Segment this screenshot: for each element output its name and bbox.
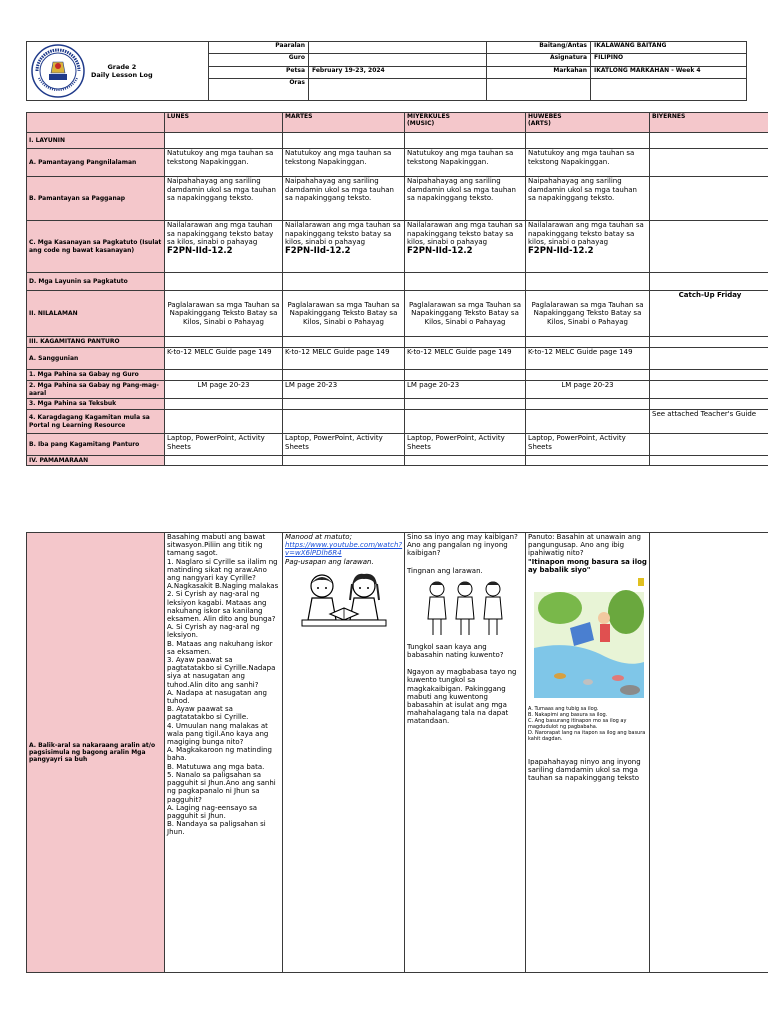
option-line: B. Nakapimi ang basura sa ilog. — [528, 712, 608, 719]
cell-balik-tue — [283, 533, 405, 973]
row-pamamaraan: IV. PAMAMARAAN — [27, 456, 165, 466]
deped-seal-icon — [31, 44, 85, 98]
cell — [526, 410, 650, 434]
row-learning-resource: 4. Karagdagang Kagamitan mula sa Portal ng Learning Resource — [27, 410, 165, 434]
quote-text: "Itinapon mong basura sa ilog ay babalik siyo" — [528, 557, 647, 574]
cell — [283, 273, 405, 291]
cell-c-thu — [526, 221, 650, 273]
cell-c-wed — [405, 221, 526, 273]
cell — [165, 133, 283, 149]
cell — [650, 399, 768, 410]
day-thu-sub: (ARTS) — [528, 120, 551, 127]
question-line: A.Nagkasakit B.Naging malakas — [167, 582, 279, 591]
day-thu: HUWEBES — [528, 113, 562, 120]
question-line: 5. Nanalo sa paligsahan sa pagguhit si Jhun.Ano ang sanhi ng pagkapanalo ni Jhun sa pagguhit? — [167, 770, 276, 804]
subject-value: FILIPINO — [591, 54, 747, 66]
row-iba-kagamitan: B. Iba pang Kagamitang Panturo — [27, 434, 165, 456]
cell — [650, 456, 768, 466]
kasanayan-text: Nailalarawan ang mga tauhan sa napakinggang teksto batay sa kilos, sinabi o pahayag — [407, 221, 523, 247]
cell-balik-mon — [165, 533, 283, 973]
row-balik-aral: A. Balik-aral sa nakaraang aralin at/o pagsisimula ng bagong aralin Mga pangyayri sa buh — [27, 533, 165, 973]
day-wed-sub: (MUSIC) — [407, 120, 435, 127]
cell-ii-wed: Paglalarawan sa mga Tauhan sa Napakinggang Teksto Batay sa Kilos, Sinabi o Pahayag — [405, 291, 526, 337]
cell — [165, 456, 283, 466]
cell — [526, 337, 650, 348]
look-instruction: Tingnan ang larawan. — [407, 566, 483, 575]
cell — [165, 410, 283, 434]
question-line: A. Nadapa at nasugatan ang tuhod. — [167, 688, 267, 706]
competency-code: F2PN-IId-12.2 — [407, 245, 473, 256]
question-line: B. Matutuwa ang mga bata. — [167, 762, 265, 771]
panuto-text: Panuto: Basahin at unawain ang pangungusap. Ano ang ibig ipahiwatig nito? — [528, 533, 641, 558]
cell — [283, 399, 405, 410]
cell — [283, 370, 405, 381]
reading-instruction: Ngayon ay magbabasa tayo ng kuwento tungkol sa magkakaibigan. Pakinggang mabuti ang kuwentong babasahin at isulat ang mga mahahalagang tala na dapat matandaan. — [407, 668, 517, 726]
cell-ii-tue: Paglalarawan sa mga Tauhan sa Napakinggang Teksto Batay sa Kilos, Sinabi o Pahayag — [283, 291, 405, 337]
question-line: A. Laging nag-eensayo sa pagguhit si Jhun. — [167, 803, 258, 820]
cell-iba-tue: Laptop, PowerPoint, Activity Sheets — [283, 434, 405, 456]
cell-a-wed: Natutukoy ang mga tauhan sa tekstong Napakinggan. — [405, 149, 526, 177]
cell — [165, 337, 283, 348]
catch-up-friday: Catch-Up Friday — [650, 291, 768, 337]
row-gabay-guro: 1. Mga Pahina sa Gabay ng Guro — [27, 370, 165, 381]
row-kasanayan: C. Mga Kasanayan sa Pagkatuto (Isulat ang code ng bawat kasanayan) — [27, 221, 165, 273]
corner-cell — [27, 113, 165, 133]
cell-lm-mon: LM page 20-23 — [165, 381, 283, 399]
cell — [405, 456, 526, 466]
cell — [165, 370, 283, 381]
cell — [650, 133, 768, 149]
cell-r4-fri: See attached Teacher's Guide — [650, 410, 768, 434]
video-link[interactable]: https://www.youtube.com/watch?v=wX6lPDlh6R4 — [285, 541, 403, 558]
question-line: 4. Umuulan nang malakas at wala pang tigil.Ano kaya ang magiging bunga nito? — [167, 721, 269, 747]
day-wed: MIYERKULES — [407, 113, 450, 120]
cell — [526, 133, 650, 149]
grade-level-value: IKALAWANG BAITANG — [591, 42, 747, 54]
school-label: Paaralan — [209, 42, 309, 54]
question-line: B. Mataas ang nakuhang iskor sa eksamen. — [167, 639, 273, 656]
kasanayan-text: Nailalarawan ang mga tauhan sa napakinggang teksto batay sa kilos, sinabi o pahayag — [528, 221, 644, 247]
cell — [526, 399, 650, 410]
row-layunin-pagkatuto: D. Mga Layunin sa Pagkatuto — [27, 273, 165, 291]
school-value — [309, 42, 487, 54]
cell-sang-mon: K-to-12 MELC Guide page 149 — [165, 348, 283, 370]
day-header-wed — [405, 113, 526, 133]
date-label: Petsa — [209, 66, 309, 78]
cell-ii-mon: Paglalarawan sa mga Tauhan sa Napakinggang Teksto Batay sa Kilos, Sinabi o Pahayag — [165, 291, 283, 337]
kasanayan-text: Nailalarawan ang mga tauhan sa napakinggang teksto batay sa kilos, sinabi o pahayag — [167, 221, 274, 247]
cell-b-tue: Naipahahayag ang sariling damdamin ukol sa mga tauhan sa napakinggang teksto. — [283, 177, 405, 221]
cell — [526, 370, 650, 381]
cell — [526, 273, 650, 291]
discuss-instruction: Pag-usapan ang larawan. — [285, 557, 374, 566]
teacher-label: Guro — [209, 54, 309, 66]
cell — [405, 399, 526, 410]
question-line: 2. Si Cyrish ay nag-aral ng leksiyon kagabi. Mataas ang nakuhang iskor sa kanilang eksamen. Alin dito ang bunga? — [167, 590, 276, 624]
grade-level-label: Baitang/Antas — [487, 42, 591, 54]
question-line: B. Ayaw paawat sa pagtatatakbo si Cyrille. — [167, 705, 249, 722]
header-table — [26, 41, 747, 101]
row-pamantayan-pagganap: B. Pamantayan sa Pagganap — [27, 177, 165, 221]
row-nilalaman: II. NILALAMAN — [27, 291, 165, 337]
cell-b-wed: Naipahahayag ang sariling damdamin ukol sa mga tauhan sa napakinggang teksto. — [405, 177, 526, 221]
cell — [283, 337, 405, 348]
three-friends-image — [423, 579, 507, 639]
date-value: February 19-23, 2024 — [309, 66, 487, 78]
cell — [650, 434, 768, 456]
cell-ii-thu: Paglalarawan sa mga Tauhan sa Napakinggang Teksto Batay sa Kilos, Sinabi o Pahayag — [526, 291, 650, 337]
cell-c-mon — [165, 221, 283, 273]
competency-code: F2PN-IId-12.2 — [528, 245, 594, 256]
question-line: B. Nandaya sa paligsahan si Jhun. — [167, 820, 266, 837]
cell — [405, 370, 526, 381]
question-line: 1. Naglaro si Cyrille sa ilalim ng matinding sikat ng araw.Ano ang nangyari kay Cyrille? — [167, 557, 278, 583]
cell-a-thu: Natutukoy ang mga tauhan sa tekstong Napakinggan. — [526, 149, 650, 177]
cell — [650, 381, 768, 399]
row-layunin: I. LAYUNIN — [27, 133, 165, 149]
cell — [165, 399, 283, 410]
time-label: Oras — [209, 79, 309, 101]
question-friend-name: Ano ang pangalan ng inyong kaibigan? — [407, 541, 508, 558]
teacher-value — [309, 54, 487, 66]
row-teksbuk: 3. Mga Pahina sa Teksbuk — [27, 399, 165, 410]
option-line: D. Narorapat lang na itapon sa ilog ang basura kahit dagdan. — [528, 730, 646, 743]
log-title: Daily Lesson Log — [91, 71, 153, 79]
cell-a-mon: Natutukoy ang mga tauhan sa tekstong Napakinggan. — [165, 149, 283, 177]
cell-balik-fri — [650, 533, 768, 973]
question-line: Basahing mabuti ang bawat sitwasyon.Piliin ang titik ng tamang sagot. — [167, 533, 266, 558]
pamamaraan-table — [26, 532, 768, 973]
cell — [283, 410, 405, 434]
cell-b-fri — [650, 177, 768, 221]
cell — [405, 410, 526, 434]
cell — [650, 273, 768, 291]
cell — [283, 133, 405, 149]
option-line: C. Ang basurang itinapon mo sa ilog ay magdudulot ng pagbabaha. — [528, 718, 627, 731]
cell-balik-wed — [405, 533, 526, 973]
cell — [650, 370, 768, 381]
reflection-instruction: Ipapahahayag ninyo ang inyong sariling damdamin ukol sa mga tauhan sa napakinggang teksto — [528, 758, 641, 783]
day-header-tue: MARTES — [283, 113, 405, 133]
time-value — [309, 79, 487, 101]
cell — [405, 133, 526, 149]
cell — [526, 456, 650, 466]
row-pamantayang-pangnilalaman: A. Pamantayang Pangnilalaman — [27, 149, 165, 177]
cell-b-mon: Naipahahayag ang sariling damdamin ukol sa mga tauhan sa napakinggang teksto. — [165, 177, 283, 221]
logo-cell — [27, 42, 209, 101]
cell-sang-wed: K-to-12 MELC Guide page 149 — [405, 348, 526, 370]
balik-aral-questions — [167, 533, 280, 837]
cell-c-fri — [650, 221, 768, 273]
cell-lm-wed: LM page 20-23 — [405, 381, 526, 399]
question-line: A. Si Cyrish ay nag-aral ng leksiyon. — [167, 623, 260, 640]
row-kagamitan: III. KAGAMITANG PANTURO — [27, 337, 165, 348]
empty-cell — [487, 79, 591, 101]
competency-code: F2PN-IId-12.2 — [167, 245, 233, 256]
day-header-mon: LUNES — [165, 113, 283, 133]
cell-sang-thu: K-to-12 MELC Guide page 149 — [526, 348, 650, 370]
cell — [405, 337, 526, 348]
day-header-fri: BIYERNES — [650, 113, 768, 133]
cell — [405, 273, 526, 291]
cell-iba-thu: Laptop, PowerPoint, Activity Sheets — [526, 434, 650, 456]
cell-b-thu: Naipahahayag ang sariling damdamin ukol sa mga tauhan sa napakinggang teksto. — [526, 177, 650, 221]
cell — [650, 337, 768, 348]
cell-sang-tue: K-to-12 MELC Guide page 149 — [283, 348, 405, 370]
cell — [283, 456, 405, 466]
quarter-label: Markahan — [487, 66, 591, 78]
row-gabay-mag-aaral: 2. Mga Pahina sa Gabay ng Pang-mag-aaral — [27, 381, 165, 399]
cell-a-fri — [650, 149, 768, 177]
cell-c-tue — [283, 221, 405, 273]
option-line: A. Tumaas ang tubig sa ilog. — [528, 706, 599, 713]
cell-iba-wed: Laptop, PowerPoint, Activity Sheets — [405, 434, 526, 456]
subject-label: Asignatura — [487, 54, 591, 66]
competency-code: F2PN-IId-12.2 — [285, 245, 351, 256]
cell — [165, 273, 283, 291]
grade-label: Grade 2 — [107, 63, 137, 71]
cell-lm-thu: LM page 20-23 — [526, 381, 650, 399]
lesson-plan-table — [26, 112, 768, 466]
children-reading-image — [292, 570, 396, 632]
kasanayan-text: Nailalarawan ang mga tauhan sa napakinggang teksto batay sa kilos, sinabi o pahayag — [285, 221, 401, 247]
quarter-value: IKATLONG MARKAHAN - Week 4 — [591, 66, 747, 78]
cell-balik-thu — [526, 533, 650, 973]
river-trash-image — [530, 578, 646, 702]
cell-lm-tue: LM page 20-23 — [283, 381, 405, 399]
cell-a-tue: Natutukoy ang mga tauhan sa tekstong Napakinggan. — [283, 149, 405, 177]
answer-options — [528, 706, 647, 742]
question-friend: Sino sa inyo ang may kaibigan? — [407, 533, 518, 541]
cell-iba-mon: Laptop, PowerPoint, Activity Sheets — [165, 434, 283, 456]
question-story: Tungkol saan kaya ang babasahin nating kuwento? — [407, 642, 504, 660]
question-line: 3. Ayaw paawat sa pagtatatakbo si Cyrille.Nadapa siya at nasugatan ang tuhod.Alin dito ang sanhi? — [167, 656, 276, 689]
row-sanggunian: A. Sanggunian — [27, 348, 165, 370]
question-line: A. Magkakaroon ng matinding baha. — [167, 746, 272, 763]
watch-instruction: Manood at matuto; — [285, 533, 352, 541]
cell — [650, 348, 768, 370]
day-header-thu — [526, 113, 650, 133]
empty-cell — [591, 79, 747, 101]
